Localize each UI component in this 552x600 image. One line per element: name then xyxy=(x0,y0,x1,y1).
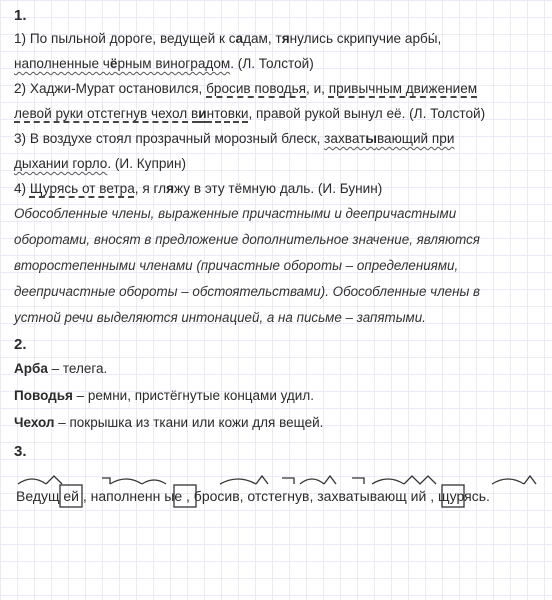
definition-chekhol: Чехол – покрышка из ткани или кожи для вещей. xyxy=(14,415,324,430)
section-number-1: 1. xyxy=(14,7,27,24)
sentence-3-line-1: 3) В воздухе стоял прозрачный морозный блеск, захватывающий при xyxy=(14,131,455,146)
root-arc xyxy=(220,479,256,484)
participial-phrase: дыхании горло xyxy=(14,156,108,171)
adverbial-phrase: бросив поводья xyxy=(206,81,307,96)
sentence-2-line-1: 2) Хаджи-Мурат остановился, бросив поводья, и, привычным движением xyxy=(14,81,478,96)
root-arc xyxy=(492,479,524,484)
morpheme-words: Ведущ ей , наполненн ые , бросив, отстегнув, захватывающ ий , щурясь. xyxy=(16,488,490,504)
sentence-1-line-2: наполненные чёрным виноградом. (Л. Толстой) xyxy=(14,56,314,71)
sentence-3-line-2: дыхании горло. (И. Куприн) xyxy=(14,156,187,171)
suffix-caret xyxy=(256,476,268,484)
prefix-mark xyxy=(102,478,110,484)
explanation-paragraph: Обособленные члены, выраженные причастными и деепричастными оборотами, вносят в предложение дополнительное значение, являются второстепенными членами (причастные обороты – определениями, деепричастные обороты – обстоятельствами). Обособленные члены в устной речи выделяются интонацией, а на письме – запятыми. xyxy=(14,206,481,325)
root-arc xyxy=(372,479,404,484)
section-number-2: 2. xyxy=(14,336,27,353)
suffix-caret xyxy=(46,476,62,484)
suffix-caret xyxy=(524,476,536,484)
root-arc xyxy=(18,479,46,484)
definition-arba: Арба – телега. xyxy=(14,361,108,376)
adverbial-phrase: левой руки отстегнув чехол винтовки xyxy=(14,106,249,121)
participial-phrase: наполненные чёрным виноградом xyxy=(14,56,231,71)
sentence-2-line-2: левой руки отстегнув чехол винтовки, правой рукой вынул её. (Л. Толстой) xyxy=(14,106,486,121)
homework-page xyxy=(14,6,544,512)
definition-povodya: Поводья – ремни, пристёгнутые концами удил. xyxy=(14,388,314,403)
suffix-caret xyxy=(324,476,336,484)
prefix-mark xyxy=(352,478,364,484)
root-arc xyxy=(300,479,324,484)
adverbial-phrase: Щурясь от ветра xyxy=(29,181,135,196)
root-arc xyxy=(110,479,142,484)
sentence-1-line-1: 1) По пыльной дороге, ведущей к садам, тянулись скрипучие арбы́, xyxy=(14,31,442,46)
suffix-caret xyxy=(404,476,436,484)
participial-phrase: захватывающий при xyxy=(324,131,455,146)
prefix-mark xyxy=(282,478,294,484)
sentence-4-line-1: 4) Щурясь от ветра, я гляжу в эту тёмную даль. (И. Бунин) xyxy=(14,181,383,196)
adverbial-phrase: привычным движением xyxy=(328,81,478,96)
suffix-caret xyxy=(142,480,166,484)
morpheme-analysis xyxy=(14,472,544,512)
section-number-3: 3. xyxy=(14,443,27,460)
